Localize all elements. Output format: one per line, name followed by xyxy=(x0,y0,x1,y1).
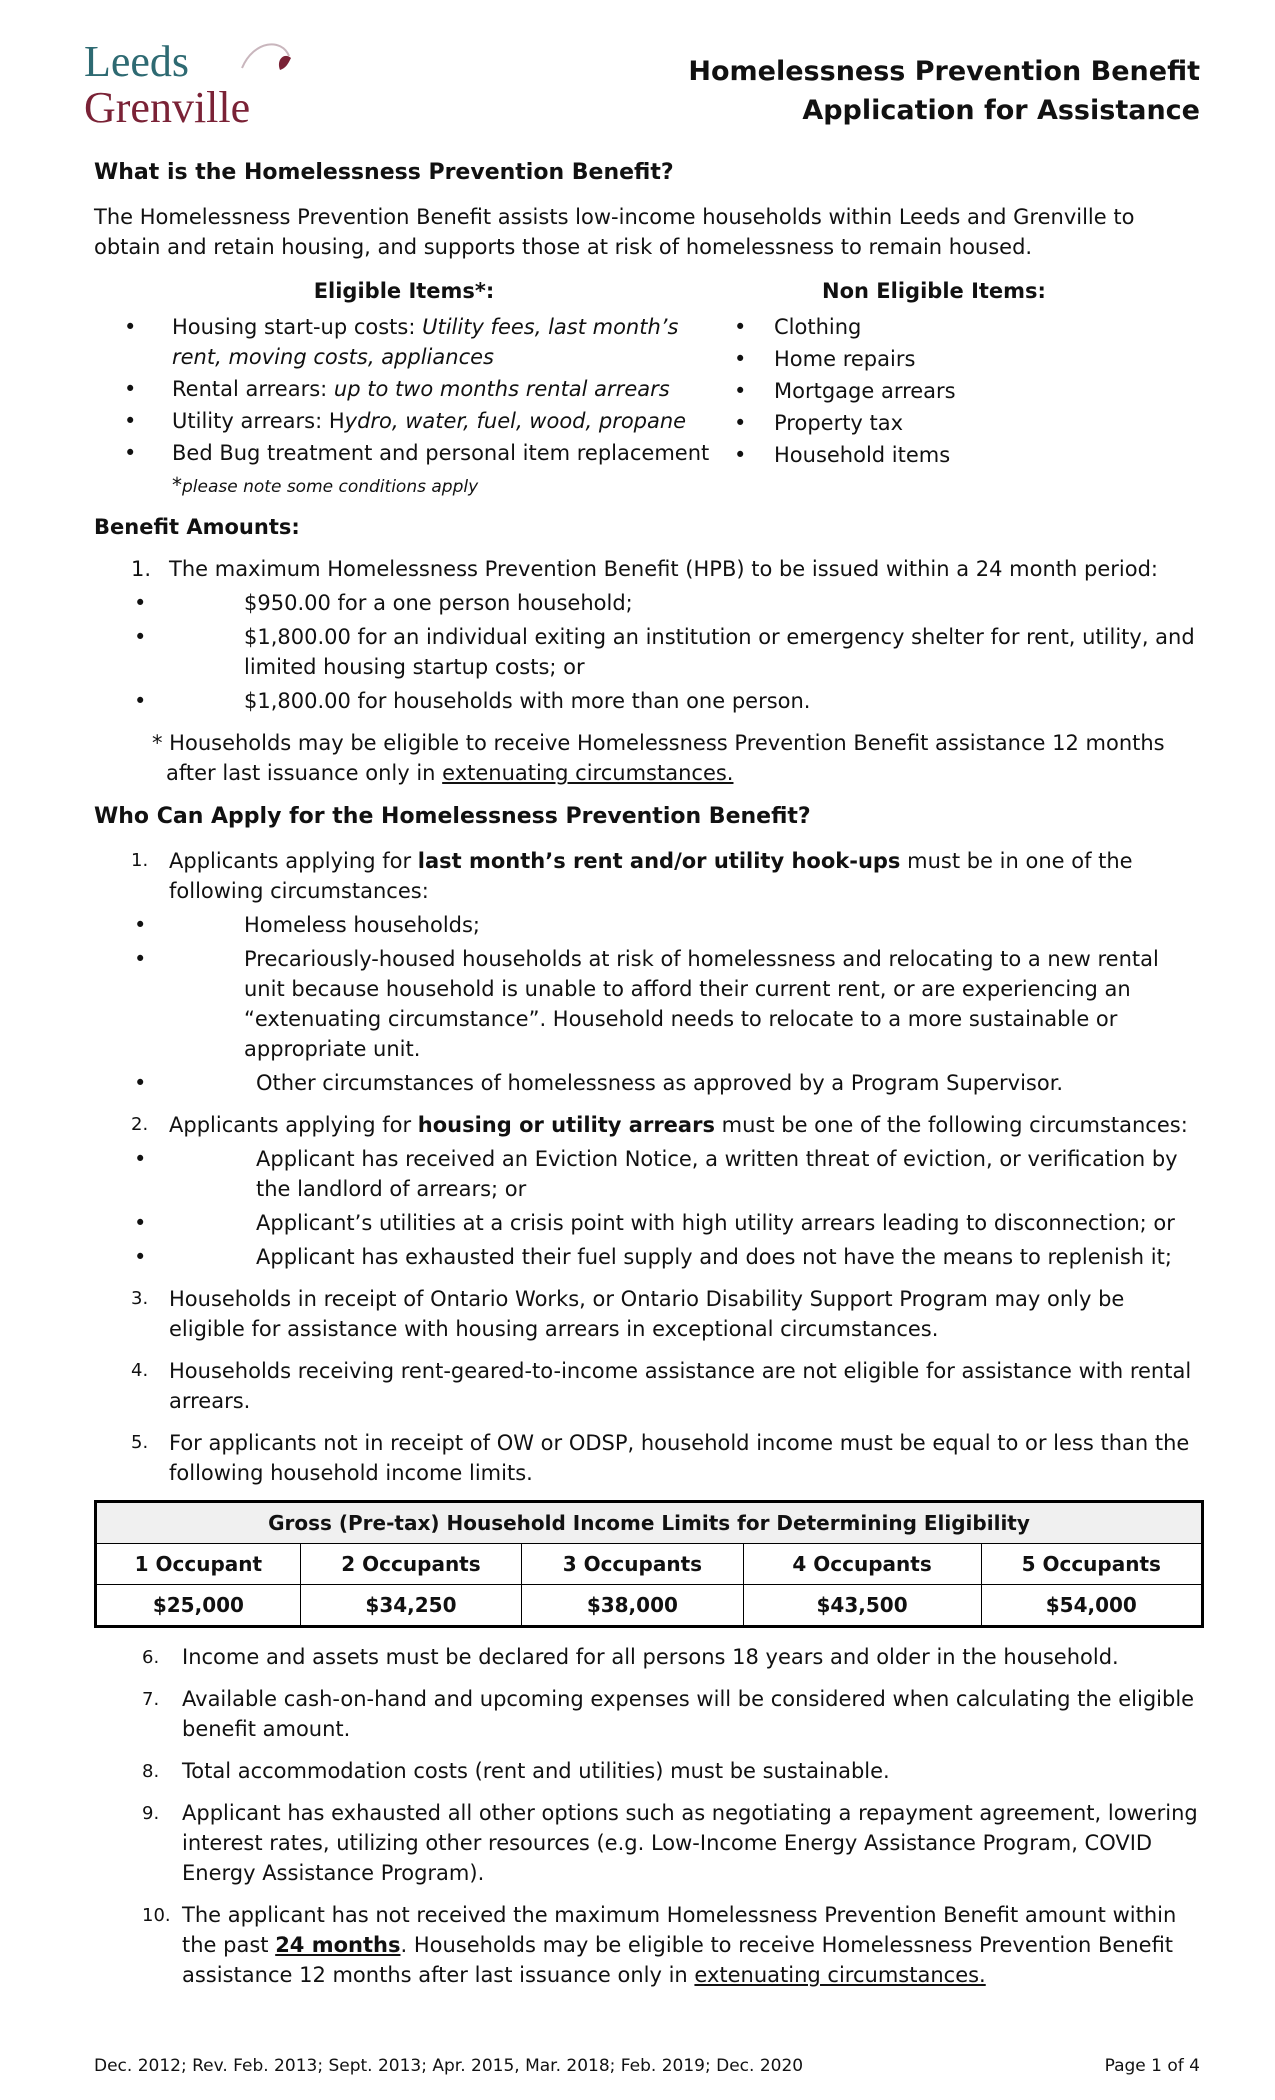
income-limits-table xyxy=(94,1500,1204,1628)
eligible-item: • Housing start-up costs: Utility fees, last month’s rent, moving costs, appliances xyxy=(94,312,714,372)
non-eligible-items xyxy=(734,276,1134,472)
income-table-caption: Gross (Pre-tax) Household Income Limits for Determining Eligibility xyxy=(96,1502,1203,1544)
eligible-item: • Rental arrears: up to two months rental arrears xyxy=(94,374,714,404)
who-bullet: • Applicant has exhausted their fuel supply and does not have the means to replenish it; xyxy=(94,1242,1204,1272)
income-table-cell: $54,000 xyxy=(981,1585,1202,1627)
benefit-bullets xyxy=(94,588,1204,716)
benefit-item-1: 1. The maximum Homelessness Prevention Benefit (HPB) to be issued within a 24 month period: xyxy=(131,557,1158,581)
non-eligible-item: • Home repairs xyxy=(734,344,1134,374)
rule-8: 8. Total accommodation costs (rent and utilities) must be sustainable. xyxy=(142,1759,890,1783)
logo-line1: Leeds xyxy=(84,37,190,86)
page-number: Page 1 of 4 xyxy=(1104,2056,1200,2076)
document-body xyxy=(94,158,1204,2002)
income-table-header: 2 Occupants xyxy=(300,1544,521,1585)
who-bullet: • Applicant’s utilities at a crisis point with high utility arrears leading to disconnection; or xyxy=(94,1208,1204,1238)
who-item-2: 2. Applicants applying for housing or utility arrears must be one of the following circumstances: xyxy=(131,1113,1188,1137)
who-heading: Who Can Apply for the Homelessness Prevention Benefit? xyxy=(94,804,811,829)
income-table-header: 3 Occupants xyxy=(522,1544,743,1585)
benefit-bullet: • $1,800.00 for households with more than one person. xyxy=(94,686,1204,716)
items-columns xyxy=(94,276,1204,512)
leeds-grenville-logo xyxy=(84,34,304,129)
income-table-cell: $43,500 xyxy=(743,1585,981,1627)
non-eligible-item: • Household items xyxy=(734,440,1134,470)
who-item-1: 1. Applicants applying for last month’s rent and/or utility hook-ups must be in one of the following circumstances: xyxy=(131,849,1133,903)
income-table-header: 1 Occupant xyxy=(96,1544,301,1585)
rule-7: 7. Available cash-on-hand and upcoming expenses will be considered when calculating the eligible benefit amount. xyxy=(142,1687,1195,1741)
benefit-heading: Benefit Amounts: xyxy=(94,515,300,539)
rule-6: 6. Income and assets must be declared for all persons 18 years and older in the household. xyxy=(142,1645,1119,1669)
non-eligible-item: • Clothing xyxy=(734,312,1134,342)
benefit-bullet: • $1,800.00 for an individual exiting an institution or emergency shelter for rent, utility, and limited housing startup costs; or xyxy=(94,622,1204,682)
income-table-cell: $38,000 xyxy=(522,1585,743,1627)
rule-9: 9. Applicant has exhausted all other options such as negotiating a repayment agreement, lowering interest rates, utilizing other resources (e.g. Low-Income Energy Assistance Program, COVID Energy Assistance Program). xyxy=(142,1801,1198,1885)
document-title xyxy=(688,52,1200,130)
income-table-header: 4 Occupants xyxy=(743,1544,981,1585)
rule-10: 10. The applicant has not received the maximum Homelessness Prevention Benefit amount within the past 24 months. Households may be eligible to receive Homelessness Prevention Benefit assistance 12 months after last issuance only in extenuating circumstances. xyxy=(142,1903,1177,1987)
section-heading-what: What is the Homelessness Prevention Benefit? xyxy=(94,160,674,185)
income-table-cell: $25,000 xyxy=(96,1585,301,1627)
income-table-cell: $34,250 xyxy=(300,1585,521,1627)
eligible-item: • Bed Bug treatment and personal item replacement xyxy=(94,438,714,468)
title-line2: Application for Assistance xyxy=(802,95,1200,126)
who-bullet: • Other circumstances of homelessness as approved by a Program Supervisor. xyxy=(94,1068,1204,1098)
income-table-header: 5 Occupants xyxy=(981,1544,1202,1585)
non-eligible-item: • Mortgage arrears xyxy=(734,376,1134,406)
benefit-note: * Households may be eligible to receive Homelessness Prevention Benefit assistance 12 months after last issuance only in extenuating circumstances. xyxy=(152,731,1165,785)
revision-dates: Dec. 2012; Rev. Feb. 2013; Sept. 2013; Apr. 2015, Mar. 2018; Feb. 2019; Dec. 2020 xyxy=(94,2056,804,2076)
who-bullet: • Precariously-housed households at risk of homelessness and relocating to a new rental unit because household is unable to afford their current rent, or are experiencing an “extenuating circumstance”. Household needs to relocate to a more sustainable or appropriate unit. xyxy=(94,944,1204,1064)
who-item-4: 4. Households receiving rent-geared-to-income assistance are not eligible for assistance with rental arrears. xyxy=(131,1359,1192,1413)
section-intro-text: The Homelessness Prevention Benefit assists low-income households within Leeds and Grenville to obtain and retain housing, and supports those at risk of homelessness to remain housed. xyxy=(94,205,1135,259)
eligible-item: • Utility arrears: Hydro, water, fuel, wood, propane xyxy=(94,406,714,436)
who-item-5: 5. For applicants not in receipt of OW or ODSP, household income must be equal to or less than the following household income limits. xyxy=(131,1431,1190,1485)
who-bullet: • Applicant has received an Eviction Notice, a written threat of eviction, or verification by the landlord of arrears; or xyxy=(94,1144,1204,1204)
title-line1: Homelessness Prevention Benefit xyxy=(688,56,1200,87)
eligible-note: *please note some conditions apply xyxy=(172,473,479,497)
who-item-2-bullets xyxy=(94,1144,1204,1272)
non-eligible-heading: Non Eligible Items: xyxy=(822,279,1046,303)
who-bullet: • Homeless households; xyxy=(94,910,1204,940)
non-eligible-item: • Property tax xyxy=(734,408,1134,438)
eligible-items xyxy=(94,276,714,502)
benefit-bullet: • $950.00 for a one person household; xyxy=(94,588,1204,618)
who-item-3: 3. Households in receipt of Ontario Works, or Ontario Disability Support Program may only be eligible for assistance with housing arrears in exceptional circumstances. xyxy=(131,1287,1125,1341)
logo-line2: Grenville xyxy=(84,83,251,129)
who-item-1-bullets xyxy=(94,910,1204,1098)
eligible-heading: Eligible Items*: xyxy=(313,279,495,303)
